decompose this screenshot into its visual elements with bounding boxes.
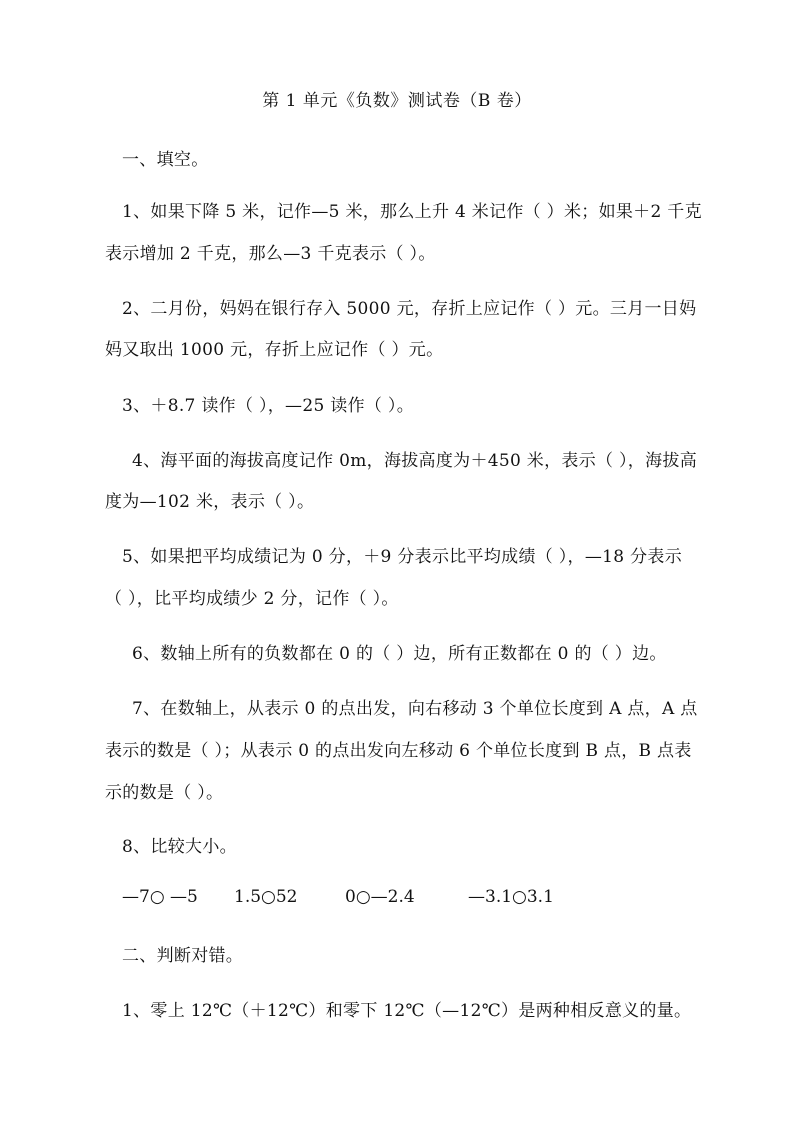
page-title: 第 1 单元《负数》测试卷（B 卷）: [262, 91, 532, 111]
question-8: 8、比较大小。: [122, 837, 237, 857]
question-1-line-2: 表示增加 2 千克，那么—3 千克表示（ ）。: [105, 244, 436, 264]
compare-item-2: 1.5○52: [234, 887, 298, 907]
compare-item-4: —3.1○3.1: [468, 887, 554, 907]
question-5-line-1: 5、如果把平均成绩记为 0 分，＋9 分表示比平均成绩（ ），—18 分表示: [122, 547, 682, 567]
question-2-line-2: 妈又取出 1000 元，存折上应记作（ ）元。: [105, 340, 444, 360]
question-2-line-1: 2、二月份，妈妈在银行存入 5000 元，存折上应记作（ ）元。三月一日妈: [122, 299, 697, 319]
section-2-heading: 二、判断对错。: [122, 946, 244, 966]
question-7-line-3: 示的数是（ ）。: [105, 783, 224, 803]
question-7-line-1: 7、在数轴上，从表示 0 的点出发，向右移动 3 个单位长度到 A 点，A 点: [132, 699, 698, 719]
question-5-line-2: （ ），比平均成绩少 2 分，记作（ ）。: [105, 589, 399, 609]
question-7-line-2: 表示的数是（ ）；从表示 0 的点出发向左移动 6 个单位长度到 B 点，B 点表: [105, 741, 692, 761]
question-3: 3、＋8.7 读作（ ），—25 读作（ ）。: [122, 396, 414, 416]
question-4-line-2: 度为—102 米，表示（ ）。: [105, 492, 315, 512]
section-2-question-1: 1、零上 12℃（＋12℃）和零下 12℃（—12℃）是两种相反意义的量。: [122, 1001, 692, 1021]
section-1-heading: 一、填空。: [122, 150, 209, 170]
question-6: 6、数轴上所有的负数都在 0 的（ ）边，所有正数都在 0 的（ ）边。: [132, 644, 667, 664]
compare-item-3: 0○—2.4: [345, 887, 415, 907]
question-1-line-1: 1、如果下降 5 米，记作—5 米，那么上升 4 米记作（ ）米；如果＋2 千克: [122, 202, 702, 222]
compare-item-1: —7○ —5: [122, 887, 198, 907]
question-4-line-1: 4、海平面的海拔高度记作 0m，海拔高度为＋450 米，表示（ ），海拔高: [132, 451, 698, 471]
